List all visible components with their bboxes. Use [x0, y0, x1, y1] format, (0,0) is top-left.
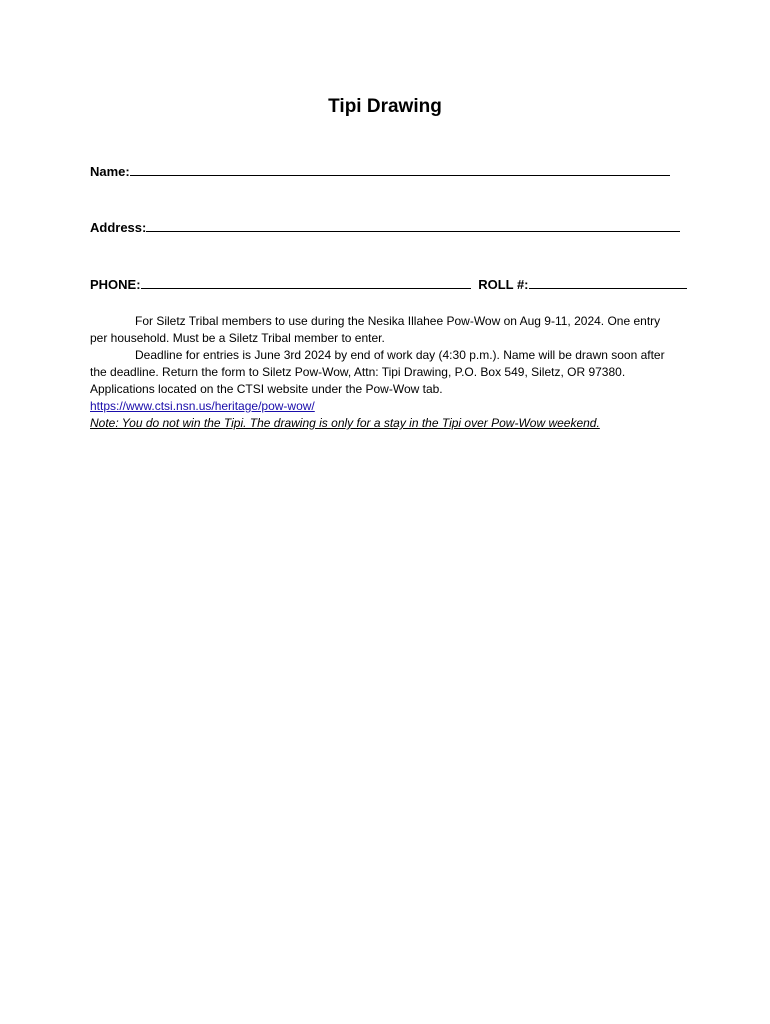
name-field-row	[90, 162, 670, 179]
phone-blank-line[interactable]	[141, 275, 471, 289]
name-blank-line[interactable]	[130, 162, 670, 176]
address-label: Address:	[90, 220, 147, 235]
phone-roll-field-row	[90, 275, 687, 292]
roll-blank-line[interactable]	[529, 275, 687, 289]
phone-label: PHONE:	[90, 277, 141, 292]
instructions-block	[90, 313, 670, 432]
roll-label: ROLL #:	[478, 277, 529, 292]
eligibility-paragraph: For Siletz Tribal members to use during the Nesika Illahee Pow-Wow on Aug 9-11, 2024. One entry per household. Must be a Siletz Tribal member to enter.	[90, 314, 661, 345]
name-label: Name:	[90, 164, 130, 179]
disclaimer-note: Note: You do not win the Tipi. The drawing is only for a stay in the Tipi over Pow-Wow weekend.	[90, 416, 600, 430]
address-field-row	[90, 218, 680, 235]
deadline-paragraph: Deadline for entries is June 3rd 2024 by end of work day (4:30 p.m.). Name will be drawn soon after the deadline. Return the form to Siletz Pow-Wow, Attn: Tipi Drawing, P.O. Box 549, Siletz, OR 97380. Applications located on the CTSI website under the Pow-Wow tab.	[90, 348, 665, 396]
page-title: Tipi Drawing	[328, 96, 442, 117]
powwow-website-link[interactable]: https://www.ctsi.nsn.us/heritage/pow-wow/	[90, 399, 315, 413]
address-blank-line[interactable]	[146, 218, 680, 232]
